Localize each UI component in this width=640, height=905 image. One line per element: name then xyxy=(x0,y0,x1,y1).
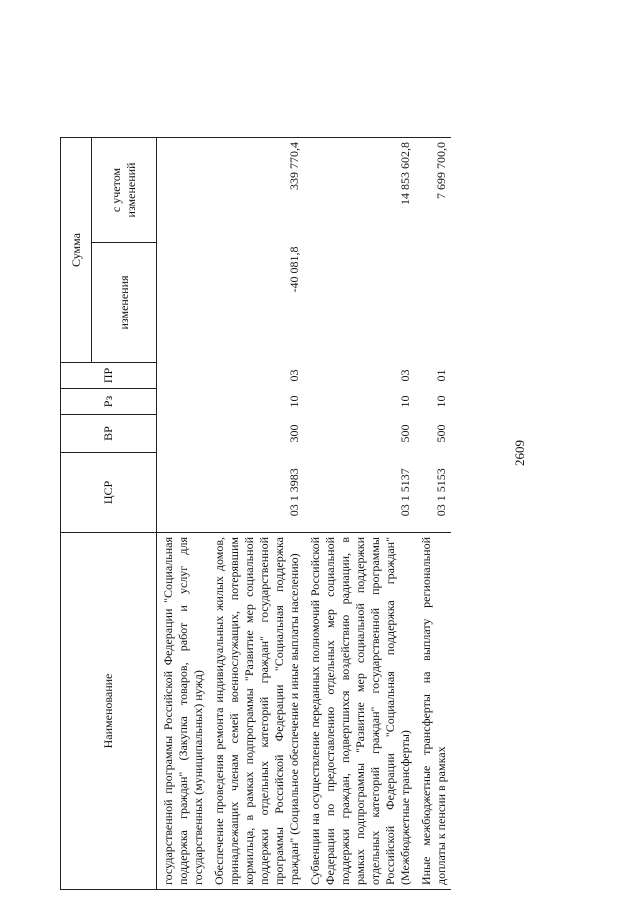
row-vr xyxy=(157,415,209,453)
row-name: Иные межбюджетные трансферты на выплату региональной доплаты к пенсии в рамках xyxy=(415,533,451,890)
row-name: государственной программы Российской Федерации "Социальная поддержка граждан" (Закупка товаров, работ и услуг для государственных (муниципальных) нужд) xyxy=(157,533,209,890)
row-name: Обеспечение проведения ремонта индивидуальных жилых домов, принадлежащих членам семей военнослужащих, потерявшим кормильца, в рамках подпрограммы "Развитие мер социальной поддержки отдельных категорий граждан" государственной программы Российской Федерации "Социальная поддержка граждан" (Социальное обеспечение и иные выплаты населению) xyxy=(208,533,304,890)
row-pr: 03 xyxy=(398,369,412,382)
budget-table xyxy=(60,137,451,890)
row-rz: 10 xyxy=(434,395,448,408)
row-rz: 10 xyxy=(398,395,412,408)
row-rz xyxy=(157,389,209,415)
row-pr: 03 xyxy=(287,369,301,382)
row-rz: 10 xyxy=(287,395,301,408)
row-adjusted: 7 699 700,0 xyxy=(415,138,451,243)
table-body xyxy=(157,138,452,890)
row-adjusted xyxy=(157,138,209,243)
row-change: -40 081,8 xyxy=(287,246,301,293)
row-vr: 500 xyxy=(398,424,412,443)
row-change xyxy=(304,243,415,363)
row-csr: 03 1 3983 xyxy=(287,468,301,517)
header-adjusted: с учетом изменений xyxy=(92,138,157,243)
header-change: изменения xyxy=(92,243,157,363)
row-vr: 500 xyxy=(434,424,448,443)
table-row xyxy=(157,138,209,890)
row-change xyxy=(157,243,209,363)
row-change xyxy=(415,243,451,363)
header-name: Наименование xyxy=(61,533,157,890)
row-csr xyxy=(157,453,209,533)
page-number: 2609 xyxy=(512,440,527,466)
table-row xyxy=(208,138,304,890)
row-adjusted: 14 853 602,8 xyxy=(304,138,415,243)
row-adjusted: 339 770,4 xyxy=(208,138,304,243)
header-sum: Сумма xyxy=(61,138,92,363)
header-vr: ВР xyxy=(61,415,157,453)
header-pr: ПР xyxy=(61,363,157,389)
row-csr: 03 1 5153 xyxy=(434,468,448,517)
row-pr: 01 xyxy=(434,369,448,382)
table-row xyxy=(415,138,451,890)
rotated-page-content xyxy=(60,40,540,890)
row-pr xyxy=(157,363,209,389)
row-name: Субвенции на осуществление переданных полномочий Российской Федерации по предоставлению отдельных мер социальной поддержки граждан, подвергшихся воздействию радиации, в рамках подпрограммы "Развитие мер социальной поддержки отдельных категорий граждан" государственной программы Российской Федерации "Социальная поддержка граждан" (Межбюджетные трансферты) xyxy=(304,533,415,890)
table-row xyxy=(304,138,415,890)
row-vr: 300 xyxy=(287,424,301,443)
table-header xyxy=(61,138,157,890)
header-rz: Рз xyxy=(61,389,157,415)
row-csr: 03 1 5137 xyxy=(398,468,412,517)
header-csr: ЦСР xyxy=(61,453,157,533)
